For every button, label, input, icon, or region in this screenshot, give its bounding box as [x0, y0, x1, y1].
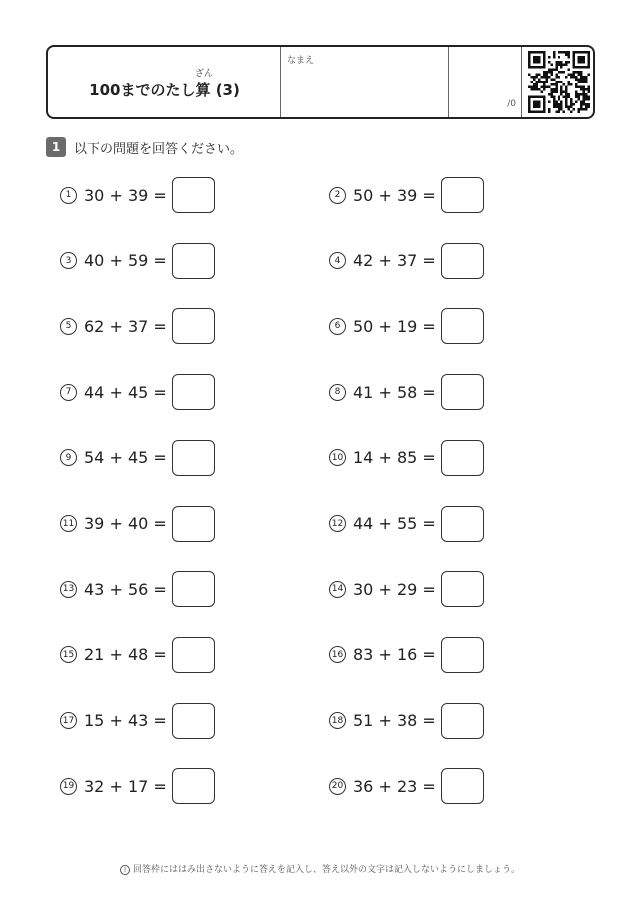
problem-item — [329, 703, 484, 739]
title-ruby: ざん — [195, 69, 214, 79]
qr-code-icon — [528, 51, 590, 113]
name-label: なまえ — [287, 56, 315, 66]
problem-number: 3 — [60, 252, 77, 269]
problem-expression: 21 + 48 = — [84, 645, 167, 665]
problem-number: 7 — [60, 384, 77, 401]
problem-number: 2 — [329, 187, 346, 204]
problem-expression: 41 + 58 = — [353, 382, 436, 402]
problem-item — [329, 440, 484, 476]
problem-expression: 50 + 19 = — [353, 316, 436, 336]
answer-box[interactable] — [441, 637, 484, 673]
answer-box[interactable] — [441, 768, 484, 804]
answer-box[interactable] — [172, 177, 215, 213]
qr-cell — [522, 47, 593, 117]
answer-box[interactable] — [441, 571, 484, 607]
problem-number: 4 — [329, 252, 346, 269]
section-heading — [46, 137, 243, 157]
problem-item — [329, 243, 484, 279]
answer-box[interactable] — [172, 571, 215, 607]
answer-box[interactable] — [172, 506, 215, 542]
problem-number: 6 — [329, 318, 346, 335]
footer-note — [0, 862, 640, 875]
problem-number: 10 — [329, 449, 346, 466]
problem-item — [329, 571, 484, 607]
problem-item — [60, 768, 215, 804]
info-icon: ! — [120, 865, 130, 875]
problem-expression: 30 + 39 = — [84, 185, 167, 205]
problem-item — [60, 177, 215, 213]
problem-item — [329, 768, 484, 804]
problem-expression: 14 + 85 = — [353, 448, 436, 468]
answer-box[interactable] — [172, 440, 215, 476]
answer-box[interactable] — [441, 440, 484, 476]
problem-number: 12 — [329, 515, 346, 532]
answer-box[interactable] — [172, 768, 215, 804]
problem-expression: 39 + 40 = — [84, 514, 167, 533]
worksheet-header — [46, 45, 595, 119]
score-field — [449, 47, 522, 117]
problem-expression: 42 + 37 = — [353, 251, 436, 271]
problem-expression: 36 + 23 = — [353, 776, 436, 796]
problem-number: 20 — [329, 778, 346, 795]
problem-number: 1 — [60, 187, 77, 204]
problem-expression: 30 + 29 = — [353, 579, 436, 599]
answer-box[interactable] — [172, 703, 215, 739]
answer-box[interactable] — [441, 374, 484, 410]
problem-item — [329, 374, 484, 410]
section-instruction: 以下の問題を回答ください。 — [74, 141, 244, 157]
problem-number: 8 — [329, 384, 346, 401]
problem-number: 11 — [60, 515, 77, 532]
answer-box[interactable] — [441, 703, 484, 739]
problem-item — [60, 571, 215, 607]
problem-item — [60, 374, 215, 410]
problem-number: 19 — [60, 778, 77, 795]
problem-number: 14 — [329, 581, 346, 598]
problem-expression: 83 + 16 = — [353, 645, 436, 665]
problem-expression: 44 + 45 = — [84, 382, 167, 402]
problem-expression: 62 + 37 = — [84, 316, 167, 336]
problem-item — [329, 308, 484, 344]
problem-number: 15 — [60, 646, 77, 663]
problem-expression: 54 + 45 = — [84, 448, 167, 468]
problem-item — [329, 177, 484, 213]
problem-expression: 51 + 38 = — [353, 711, 436, 731]
problem-item — [329, 637, 484, 673]
problem-item — [60, 506, 215, 542]
problem-expression: 15 + 43 = — [84, 711, 167, 731]
name-field[interactable] — [281, 47, 449, 117]
worksheet-title: 100までのたし算 (3) — [89, 81, 240, 99]
problem-number: 13 — [60, 581, 77, 598]
problem-number: 18 — [329, 712, 346, 729]
problem-expression: 44 + 55 = — [353, 514, 436, 533]
answer-box[interactable] — [441, 308, 484, 344]
score-text: /0 — [507, 99, 516, 109]
problem-item — [60, 243, 215, 279]
problem-number: 9 — [60, 449, 77, 466]
answer-box[interactable] — [441, 506, 484, 542]
answer-box[interactable] — [172, 308, 215, 344]
problem-expression: 43 + 56 = — [84, 579, 167, 599]
footer-text: 回答枠にははみ出さないように答えを記入し、答え以外の文字は記入しないようにしましょう。 — [132, 865, 520, 875]
problem-number: 5 — [60, 318, 77, 335]
problem-item — [60, 308, 215, 344]
problem-expression: 40 + 59 = — [84, 251, 167, 271]
problem-item — [60, 703, 215, 739]
problem-item — [60, 637, 215, 673]
problem-expression: 50 + 39 = — [353, 185, 436, 205]
problem-item — [329, 506, 484, 542]
answer-box[interactable] — [172, 374, 215, 410]
answer-box[interactable] — [441, 177, 484, 213]
answer-box[interactable] — [172, 243, 215, 279]
problem-number: 17 — [60, 712, 77, 729]
section-number: 1 — [46, 137, 66, 157]
problem-number: 16 — [329, 646, 346, 663]
answer-box[interactable] — [441, 243, 484, 279]
answer-box[interactable] — [172, 637, 215, 673]
problem-expression: 32 + 17 = — [84, 776, 167, 796]
title-cell — [48, 47, 281, 117]
problem-item — [60, 440, 215, 476]
